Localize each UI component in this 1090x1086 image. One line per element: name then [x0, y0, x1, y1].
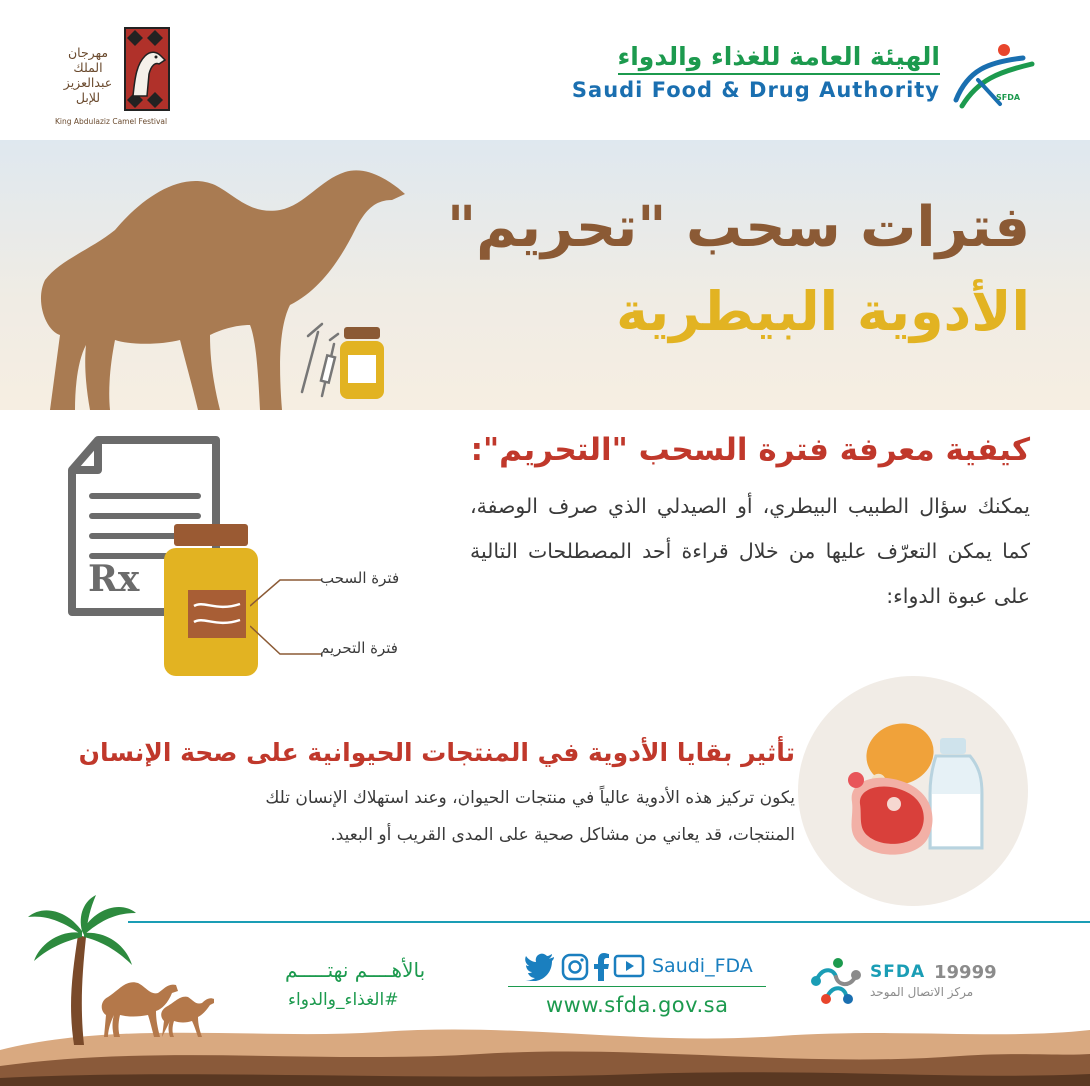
hero-title-line2: الأدوية البيطرية [616, 280, 1030, 343]
social-handle[interactable]: Saudi_FDA [652, 955, 753, 977]
rx-symbol: Rx [88, 558, 140, 600]
residues-heading: تأثير بقايا الأدوية في المنتجات الحيوانية على صحة الإنسان [78, 738, 795, 767]
call-center-number[interactable]: 19999 [934, 962, 997, 983]
sfda-name-english: Saudi Food & Drug Authority [571, 78, 940, 102]
youtube-icon[interactable] [613, 953, 645, 979]
hero-title-line1: فترات سحب "تحريم" [446, 195, 1030, 260]
label-prohibition-period: فترة التحريم [320, 639, 398, 657]
twitter-icon[interactable] [524, 953, 556, 981]
call-center-label: مركز الاتصال الموحد [870, 985, 974, 999]
call-center-brand: SFDA [870, 962, 926, 982]
instagram-icon[interactable] [561, 953, 589, 981]
residues-body-text: يكون تركيز هذه الأدوية عالياً في منتجات الحيوان، وعند استهلاك الإنسان تلك المنتجات، قد يعاني من مشاكل صحية على المدى القريب أو البعيد. [265, 788, 795, 845]
footer-divider [128, 921, 1090, 923]
website-divider [508, 986, 766, 987]
syringe-icon [296, 322, 340, 402]
label-pointer-lines [250, 570, 322, 660]
slogan-text: بالأهــــم نهتـــــم [285, 958, 426, 982]
facebook-icon[interactable] [592, 953, 610, 981]
withdrawal-heading: كيفية معرفة فترة السحب "التحريم": [470, 432, 1030, 468]
small-camels-icon [98, 975, 218, 1037]
website-link[interactable]: www.sfda.gov.sa [546, 993, 729, 1017]
festival-name-arabic: مهرجان الملك عبدالعزيز للإبل [63, 45, 113, 105]
header-divider [618, 73, 940, 75]
meat-chicken-milk-icon [838, 710, 998, 870]
label-withdrawal-period: فترة السحب [320, 569, 400, 587]
festival-logo-icon [123, 26, 171, 112]
medicine-bottle-icon [164, 524, 258, 676]
sfda-logo-text: SFDA [996, 93, 1021, 102]
sfda-name-arabic: الهيئة العامة للغذاء والدواء [617, 42, 940, 71]
festival-name-english: King Abdulaziz Camel Festival [55, 117, 168, 126]
hashtag-text: #الغذاء_والدواء [288, 990, 399, 1010]
medicine-jar-icon [338, 327, 386, 401]
call-center-logo-icon [808, 955, 864, 1011]
sfda-logo [948, 40, 1038, 110]
withdrawal-body-text: يمكنك سؤال الطبيب البيطري، أو الصيدلي الذي صرف الوصفة، كما يمكن التعرّف عليها من خلال قراءة أحد المصطلحات التالية على عبوة الدواء: [470, 494, 1030, 608]
